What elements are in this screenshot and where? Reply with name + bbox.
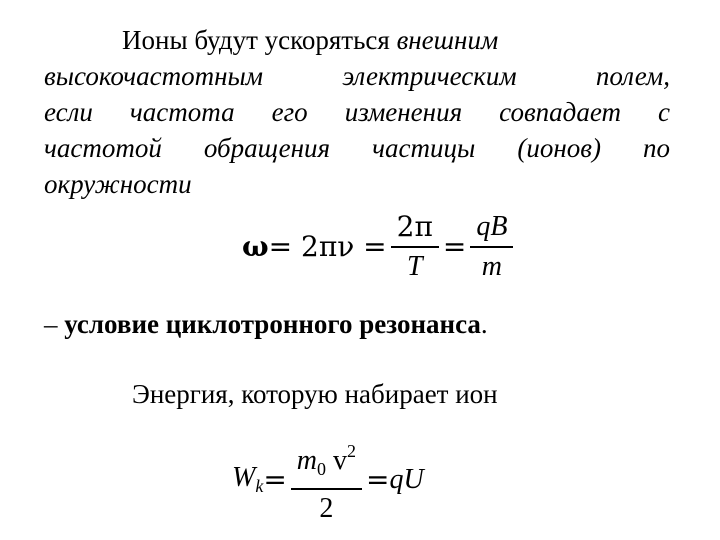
paragraph-line-2: высокочастотным электрическим полем, bbox=[44, 61, 670, 91]
fraction-denominator: m bbox=[481, 250, 502, 282]
w-subscript: k bbox=[255, 476, 264, 497]
formula1-equals-part: = 2πν = bbox=[268, 230, 387, 264]
intro-paragraph bbox=[44, 22, 670, 202]
fraction-qb-over-m bbox=[470, 208, 513, 286]
formula2-rhs: qU bbox=[389, 463, 424, 495]
resonance-condition-line bbox=[44, 306, 488, 342]
paragraph-line-1-text: Ионы будут ускоряться bbox=[122, 25, 397, 55]
energy-symbol bbox=[232, 462, 263, 497]
mass-letter: m bbox=[296, 445, 318, 476]
energy-caption: Энергия, которую набирает ион bbox=[132, 379, 498, 409]
cyclotron-frequency-formula bbox=[242, 208, 517, 286]
condition-bold-text: условие циклотронного резонанса bbox=[64, 309, 481, 339]
fraction-denominator: 2 bbox=[319, 492, 334, 524]
fraction-numerator: 2π bbox=[396, 210, 433, 243]
condition-period: . bbox=[480, 309, 488, 339]
fraction-denominator: T bbox=[406, 250, 423, 282]
formula2-equals-sign: = bbox=[263, 463, 287, 497]
paragraph-line-1 bbox=[44, 22, 670, 58]
fraction-numerator: qB bbox=[476, 211, 508, 242]
fraction-numerator bbox=[291, 432, 362, 488]
paragraph-line-3: если частота его изменения совпадает с bbox=[44, 97, 670, 127]
velocity-power: 2 bbox=[347, 441, 357, 461]
mass-subscript: 0 bbox=[317, 459, 327, 479]
condition-dash: – bbox=[44, 309, 65, 339]
fraction-2pi-over-t bbox=[391, 208, 439, 286]
formula1-equals-sign: = bbox=[442, 230, 467, 264]
w-letter: W bbox=[232, 462, 256, 494]
omega-symbol: ω bbox=[242, 230, 269, 264]
fraction-mv2-over-2 bbox=[291, 432, 362, 528]
paragraph-line-5: окружности bbox=[44, 169, 192, 199]
velocity-letter: v bbox=[326, 445, 348, 476]
kinetic-energy-formula bbox=[232, 432, 424, 528]
paragraph-line-4: частотой обращения частицы (ионов) по bbox=[44, 133, 670, 163]
formula2-second-equals: = bbox=[366, 463, 390, 497]
paragraph-line-1-italic: внешним bbox=[396, 25, 499, 55]
